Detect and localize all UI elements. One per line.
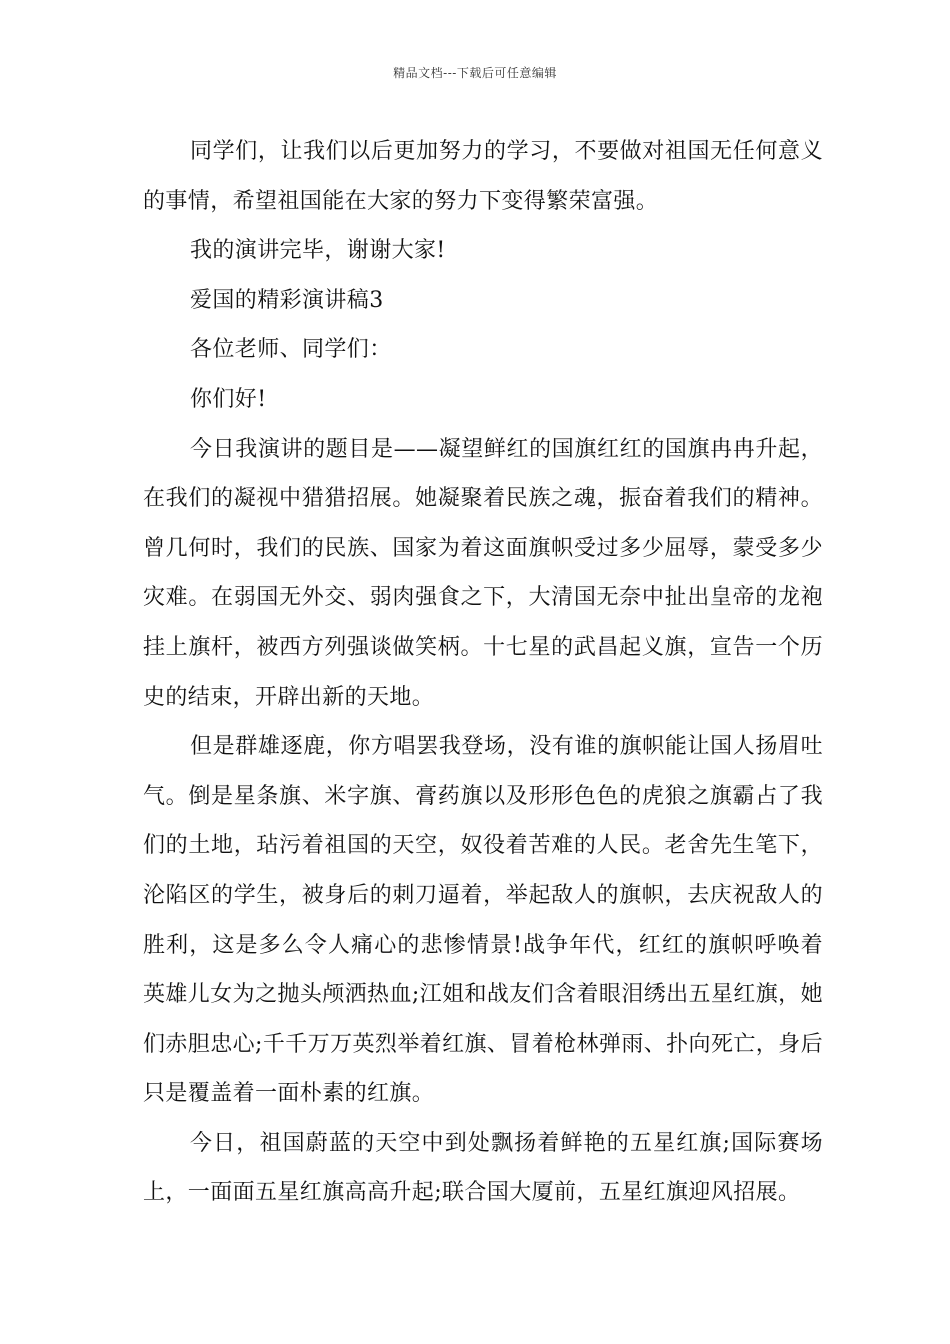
salutation: 各位老师、同学们： — [190, 337, 392, 363]
greeting: 你们好! — [190, 386, 267, 412]
section-title: 爱国的精彩演讲稿3 — [190, 287, 384, 313]
paragraph: 今日，祖国蔚蓝的天空中到处飘扬着鲜艳的五星红旗;国际赛场上，一面面五星红旗高高升起;联合国大厦前，五星红旗迎风招展。 — [143, 1130, 823, 1206]
paragraph: 但是群雄逐鹿，你方唱罢我登场，没有谁的旗帜能让国人扬眉吐气。倒是星条旗、米字旗、膏药旗以及形形色色的虎狼之旗霸占了我们的土地，玷污着祖国的天空，奴役着苦难的人民。老舍先生笔下，沦陷区的学生，被身后的刺刀逼着，举起敌人的旗帜，去庆祝敌人的胜利，这是多么令人痛心的悲惨情景!战争年代，红红的旗帜呼唤着英雄儿女为之抛头颅洒热血;江姐和战友们含着眼泪绣出五星红旗，她们赤胆忠心;千千万万英烈举着红旗、冒着枪林弹雨、扑向死亡，身后只是覆盖着一面朴素的红旗。 — [143, 734, 823, 1107]
document-body — [143, 127, 823, 1218]
paragraph: 我的演讲完毕，谢谢大家! — [190, 238, 446, 264]
page-header: 精品文档---下载后可任意编辑 — [393, 66, 557, 80]
paragraph: 今日我演讲的题目是——凝望鲜红的国旗红红的国旗冉冉升起，在我们的凝视中猎猎招展。她凝聚着民族之魂，振奋着我们的精神。曾几何时，我们的民族、国家为着这面旗帜受过多少屈辱，蒙受多少灾难。在弱国无外交、弱肉强食之下，大清国无奈中扯出皇帝的龙袍挂上旗杆，被西方列强谈做笑柄。十七星的武昌起义旗，宣告一个历史的结束，开辟出新的天地。 — [143, 436, 823, 710]
paragraph: 同学们，让我们以后更加努力的学习，不要做对祖国无任何意义的事情，希望祖国能在大家的努力下变得繁荣富强。 — [143, 139, 823, 214]
